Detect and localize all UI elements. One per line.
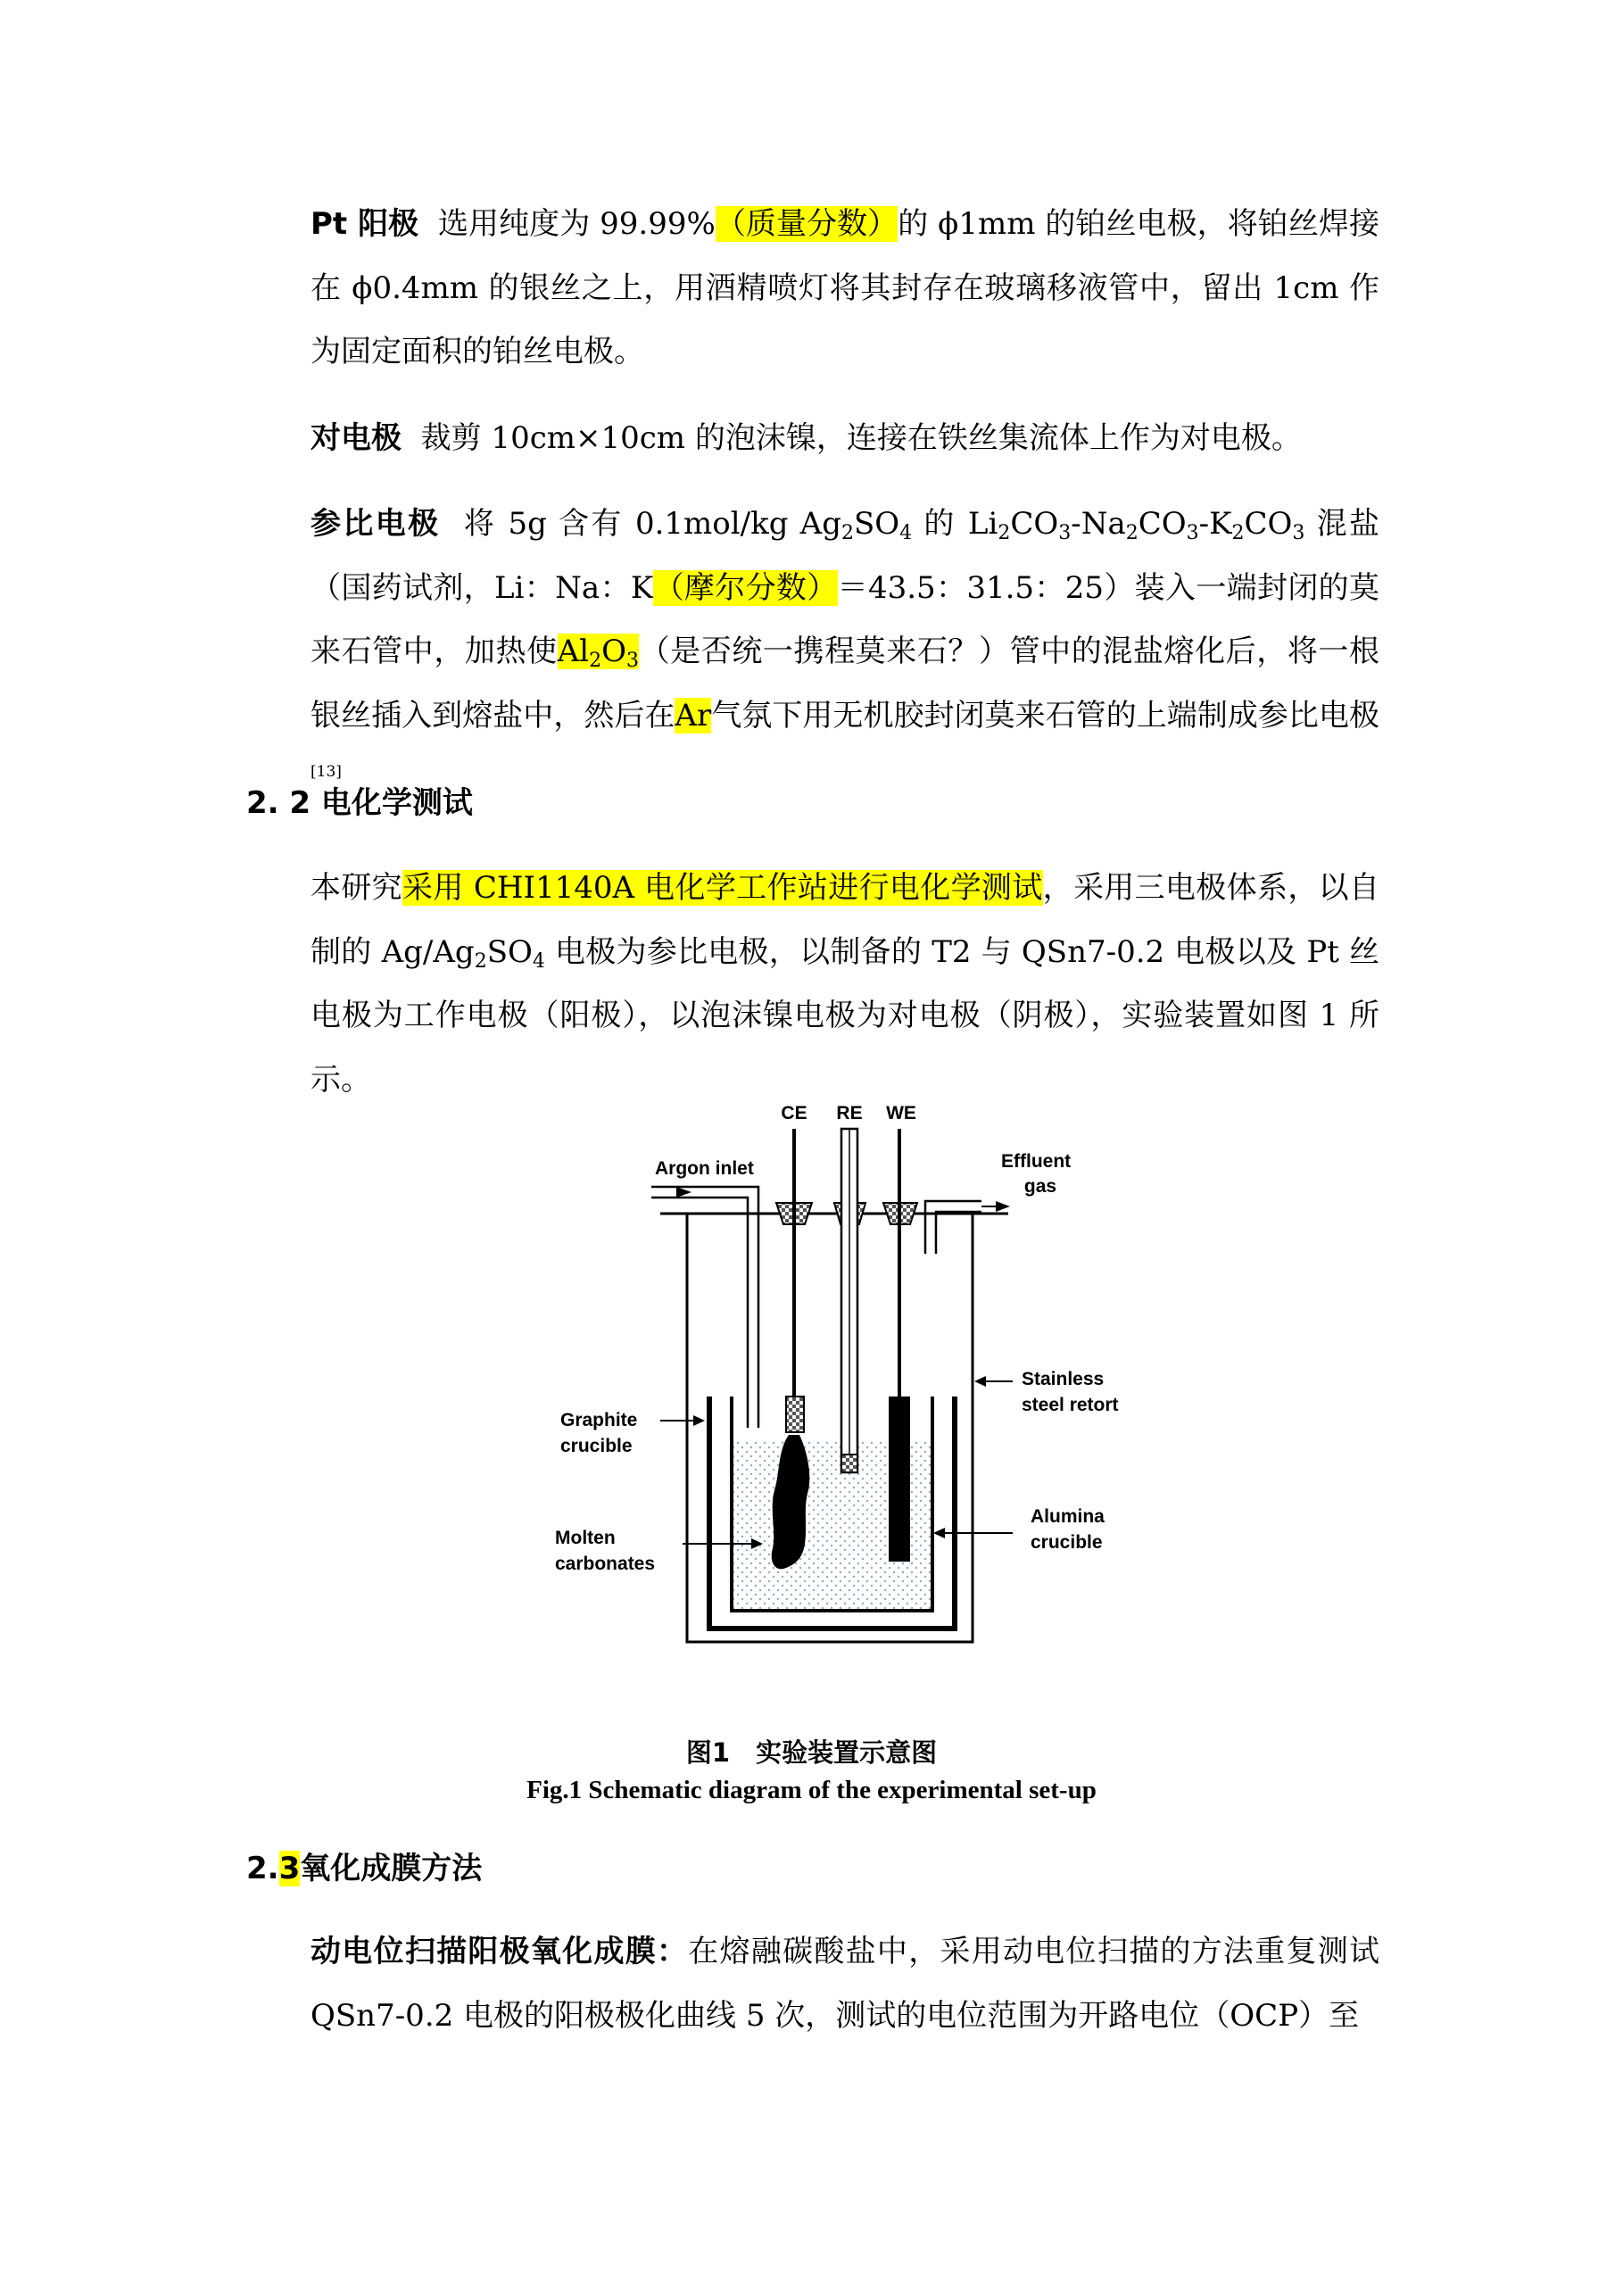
highlight-mass-fraction: （质量分数） <box>715 206 898 242</box>
ref-text-2: SO <box>853 506 900 542</box>
pt-anode-text-1: 选用纯度为 99.99% <box>437 206 716 242</box>
label-ce: CE <box>781 1103 807 1123</box>
o-symbol: O <box>601 634 626 669</box>
s22-text-2: ，采用三电极体系，以自制的 Ag/Ag <box>311 870 1380 970</box>
pt-anode-text-2: 的 ϕ1mm 的铂丝电极，将铂丝焊接在 ϕ0.4mm 的银丝之上，用酒精喷灯将其封存在玻璃移液管中，留出 1cm 作为固定面积的铂丝电极。 <box>311 206 1379 369</box>
label-stainless-1: Stainless <box>1022 1369 1105 1389</box>
section-2-3-paragraph <box>246 1920 1379 2048</box>
section-2-3 <box>246 1842 1379 1895</box>
ref-sub-ag: 2 <box>840 522 854 544</box>
s22-text-3: SO <box>486 933 533 970</box>
ref-sub-so: 4 <box>899 522 913 544</box>
ref-text-5: -Na <box>1071 506 1126 542</box>
label-stainless-2: steel retort <box>1022 1395 1119 1415</box>
ref-text-4: CO <box>1010 506 1059 542</box>
s22-text-4: 电极为参比电极，以制备的 T2 与 QSn7-0.2 电极以及 Pt 丝电极为工作电极（阳极），以泡沫镍电极为对电极（阴极），实验装置如图 1 所示。 <box>311 933 1379 1098</box>
s23-title-post: 氧化成膜方法 <box>300 1851 483 1886</box>
label-molten-2: carbonates <box>555 1554 656 1574</box>
label-effluent-1: Effluent <box>1001 1151 1072 1172</box>
highlight-section-3: 3 <box>278 1851 301 1886</box>
ref-text-7: -K <box>1198 506 1232 542</box>
s23-title-pre: 2. <box>246 1851 279 1886</box>
s22-text-1: 本研究 <box>311 870 403 906</box>
pt-anode-lead: Pt 阳极 <box>311 206 419 242</box>
we-electrode <box>889 1397 910 1562</box>
effluent-arrow <box>996 1201 1010 1212</box>
ref-text-11: （是否统一携程莫来石？）管中的混盐熔化后，将一根银丝插入到熔盐中，然后在 <box>311 634 1379 734</box>
label-graphite-2: crucible <box>560 1436 633 1456</box>
ref-text-12: 气氛下用无机胶封闭莫来石管的上端制成参比电极 <box>711 697 1380 734</box>
ref-text-10: ＝43.5：31.5：25）装入一端封闭的莫来石管中，加热使 <box>311 569 1380 669</box>
counter-electrode-block <box>246 407 1379 471</box>
citation-13[interactable]: [13] <box>311 763 342 781</box>
argon-inlet-tube <box>651 1187 758 1428</box>
effluent-tube-inner <box>936 1212 981 1254</box>
s23-text: 在熔融碳酸盐中，采用动电位扫描的方法重复测试 QSn7-0.2 电极的阳极极化曲线 5 次，测试的电位范围为开路电位（OCP）至 <box>311 1934 1380 2034</box>
counter-electrode-paragraph <box>246 407 1379 471</box>
section-2-2-title: 2. 2 电化学测试 <box>246 785 473 821</box>
reference-electrode-lead: 参比电极 <box>311 506 441 542</box>
ref-sub-3: 2 <box>1125 522 1139 544</box>
graphite-arrow <box>693 1415 705 1426</box>
highlight-ar: Ar <box>675 697 712 734</box>
al-sub: 2 <box>589 650 602 672</box>
reference-electrode-paragraph <box>246 493 1379 812</box>
ref-text-1: 将 5g 含有 0.1mol/kg Ag <box>463 506 841 542</box>
highlight-al2o3 <box>557 634 639 672</box>
section-2-3-body <box>246 1920 1379 2048</box>
argon-inlet-tube-inner <box>651 1198 748 1428</box>
ref-sub-6: 3 <box>1292 522 1305 544</box>
label-alumina-2: crucible <box>1031 1532 1103 1553</box>
s22-sub-2: 4 <box>532 949 545 973</box>
counter-electrode-text: 裁剪 10cm×10cm 的泡沫镍，连接在铁丝集流体上作为对电极。 <box>420 420 1302 456</box>
ref-sub-5: 2 <box>1231 522 1245 544</box>
label-argon-inlet: Argon inlet <box>655 1158 754 1179</box>
counter-electrode-lead: 对电极 <box>311 420 402 456</box>
re-tip <box>841 1455 857 1472</box>
o-sub: 3 <box>625 650 639 672</box>
reference-electrode-block <box>246 493 1379 812</box>
stainless-arrow <box>974 1376 986 1387</box>
label-effluent-2: gas <box>1023 1176 1057 1197</box>
pt-anode-block <box>246 193 1379 385</box>
al-symbol: Al <box>557 634 590 669</box>
ref-sub-2: 3 <box>1058 522 1072 544</box>
ref-text-6: CO <box>1138 506 1187 542</box>
ref-text-8: CO <box>1244 506 1293 542</box>
label-alumina-1: Alumina <box>1031 1506 1105 1527</box>
label-graphite-1: Graphite <box>560 1410 638 1430</box>
label-re: RE <box>836 1103 863 1123</box>
highlight-chi1140a: 采用 CHI1140A 电化学工作站进行电化学测试 <box>402 870 1043 906</box>
section-2-2-paragraph <box>246 857 1379 1112</box>
ce-connector <box>786 1397 804 1432</box>
ref-text-3: 的 Li <box>912 506 998 542</box>
argon-arrow <box>676 1187 691 1198</box>
figure-caption-en: Fig.1 Schematic diagram of the experimental set-up <box>526 1776 1097 1804</box>
ref-sub-4: 3 <box>1186 522 1199 544</box>
section-2-2 <box>246 776 1379 830</box>
figure-caption-zh: 图1 实验装置示意图 <box>685 1737 938 1768</box>
experimental-setup-figure <box>535 1098 1160 1660</box>
ref-text-9: 混盐（国药试剂，Li：Na：K <box>311 506 1379 606</box>
highlight-mole-fraction: （摩尔分数） <box>653 569 838 606</box>
s22-sub-1: 2 <box>474 949 487 973</box>
s23-lead: 动电位扫描阳极氧化成膜： <box>311 1934 689 1969</box>
label-molten-1: Molten <box>555 1528 616 1548</box>
label-we: WE <box>886 1103 916 1123</box>
section-2-2-body <box>246 857 1379 1112</box>
section-2-3-title <box>246 1842 1379 1895</box>
ref-sub-1: 2 <box>998 522 1011 544</box>
alumina-arrow <box>933 1528 945 1538</box>
pt-anode-paragraph <box>246 193 1379 385</box>
